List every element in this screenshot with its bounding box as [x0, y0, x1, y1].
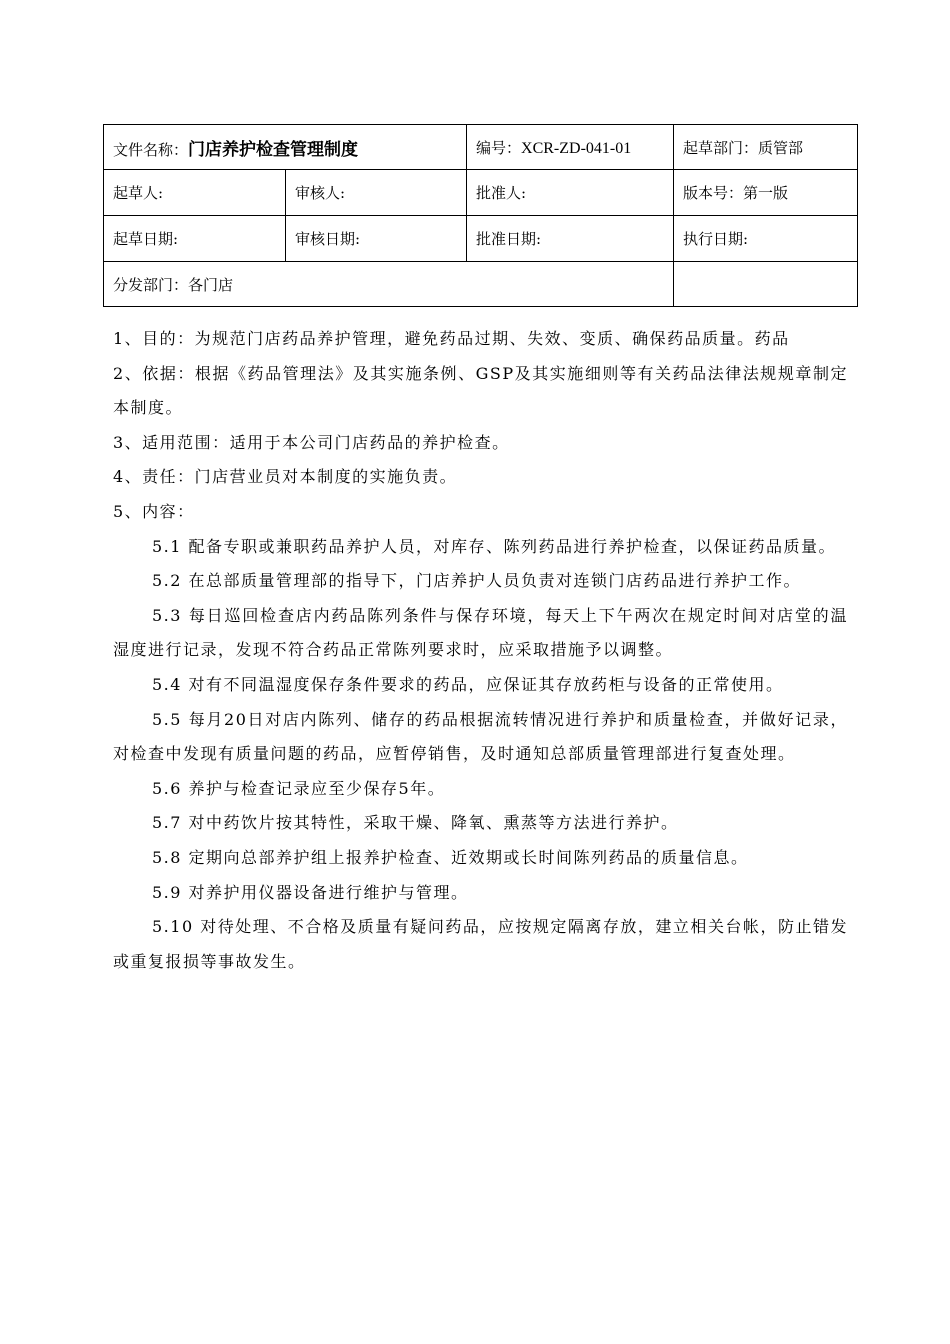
content-item-5-8: 5.8 定期向总部养护组上报养护检查、近效期或长时间陈列药品的质量信息。 [152, 847, 749, 867]
document-title: 门店养护检查管理制度 [188, 139, 359, 160]
distribution-cell [104, 262, 674, 307]
drafting-dept: 质管部 [758, 138, 804, 157]
version: 第一版 [743, 184, 789, 202]
document-number-label: 编号： [476, 138, 522, 157]
header-row-title [104, 125, 858, 170]
document-number: XCR-ZD-041-01 [521, 139, 632, 157]
approve-date-cell [467, 216, 674, 262]
content-item-5-3: 5.3 每日巡回检查店内药品陈列条件与保存环境，每天上下午两次在规定时间对店堂的温湿度进行记录，发现不符合药品正常陈列要求时，应采取措施予以调整。 [113, 605, 848, 660]
reviewer-cell [286, 170, 467, 216]
content-item-5-4: 5.4 对有不同温湿度保存条件要求的药品，应保证其存放药柜与设备的正常使用。 [152, 674, 784, 694]
content-item-5-7: 5.7 对中药饮片按其特性，采取干燥、降氧、熏蒸等方法进行养护。 [152, 813, 679, 833]
approver-label: 批准人: [476, 184, 527, 202]
section-content-heading: 5、内容： [113, 501, 195, 521]
distribution: 各门店 [188, 275, 234, 294]
document-header-table [103, 124, 858, 307]
exec-date-label: 执行日期: [683, 230, 749, 248]
content-item-5-9: 5.9 对养护用仪器设备进行维护与管理。 [152, 882, 469, 902]
drafter-cell [104, 170, 286, 216]
reviewer-label: 审核人: [295, 184, 346, 202]
header-row-people [104, 170, 858, 216]
empty-cell [674, 262, 858, 307]
approve-date-label: 批准日期: [476, 230, 542, 248]
draft-date-cell [104, 216, 286, 262]
review-date-cell [286, 216, 467, 262]
version-label: 版本号： [683, 184, 744, 202]
review-date-label: 审核日期: [295, 230, 361, 248]
content-item-5-6: 5.6 养护与检查记录应至少保存5年。 [152, 778, 446, 798]
content-item-5-2: 5.2 在总部质量管理部的指导下，门店养护人员负责对连锁门店药品进行养护工作。 [152, 571, 802, 591]
file-name-cell [104, 125, 467, 170]
section-basis: 2、依据：根据《药品管理法》及其实施条例、GSP及其实施细则等有关药品法律法规规章制定本制度。 [113, 363, 848, 418]
approver-cell [467, 170, 674, 216]
drafting-dept-label: 起草部门： [683, 138, 759, 157]
content-item-5-10: 5.10 对待处理、不合格及质量有疑问药品，应按规定隔离存放，建立相关台帐，防止错发或重复报损等事故发生。 [113, 917, 848, 971]
distribution-label: 分发部门： [113, 275, 189, 294]
header-row-distribution [104, 262, 858, 307]
drafter-label: 起草人: [113, 184, 164, 202]
document-body [113, 322, 848, 979]
header-row-dates [104, 216, 858, 262]
section-purpose: 1、目的：为规范门店药品养护管理，避免药品过期、失效、变质、确保药品质量。药品 [113, 329, 790, 348]
content-item-5-1: 5.1 配备专职或兼职药品养护人员，对库存、陈列药品进行养护检查，以保证药品质量。 [152, 536, 837, 556]
exec-date-cell [674, 216, 858, 262]
draft-date-label: 起草日期: [113, 230, 179, 248]
document-number-cell [467, 125, 674, 170]
drafting-dept-cell [674, 125, 858, 170]
section-scope: 3、适用范围：适用于本公司门店药品的养护检查。 [113, 432, 510, 452]
section-responsibility: 4、责任：门店营业员对本制度的实施负责。 [113, 467, 458, 487]
version-cell [674, 170, 858, 216]
file-name-label: 文件名称： [113, 140, 189, 159]
content-item-5-5: 5.5 每月20日对店内陈列、储存的药品根据流转情况进行养护和质量检查，并做好记录，对检查中发现有质量问题的药品，应暂停销售，及时通知总部质量管理部进行复查处理。 [113, 709, 848, 764]
